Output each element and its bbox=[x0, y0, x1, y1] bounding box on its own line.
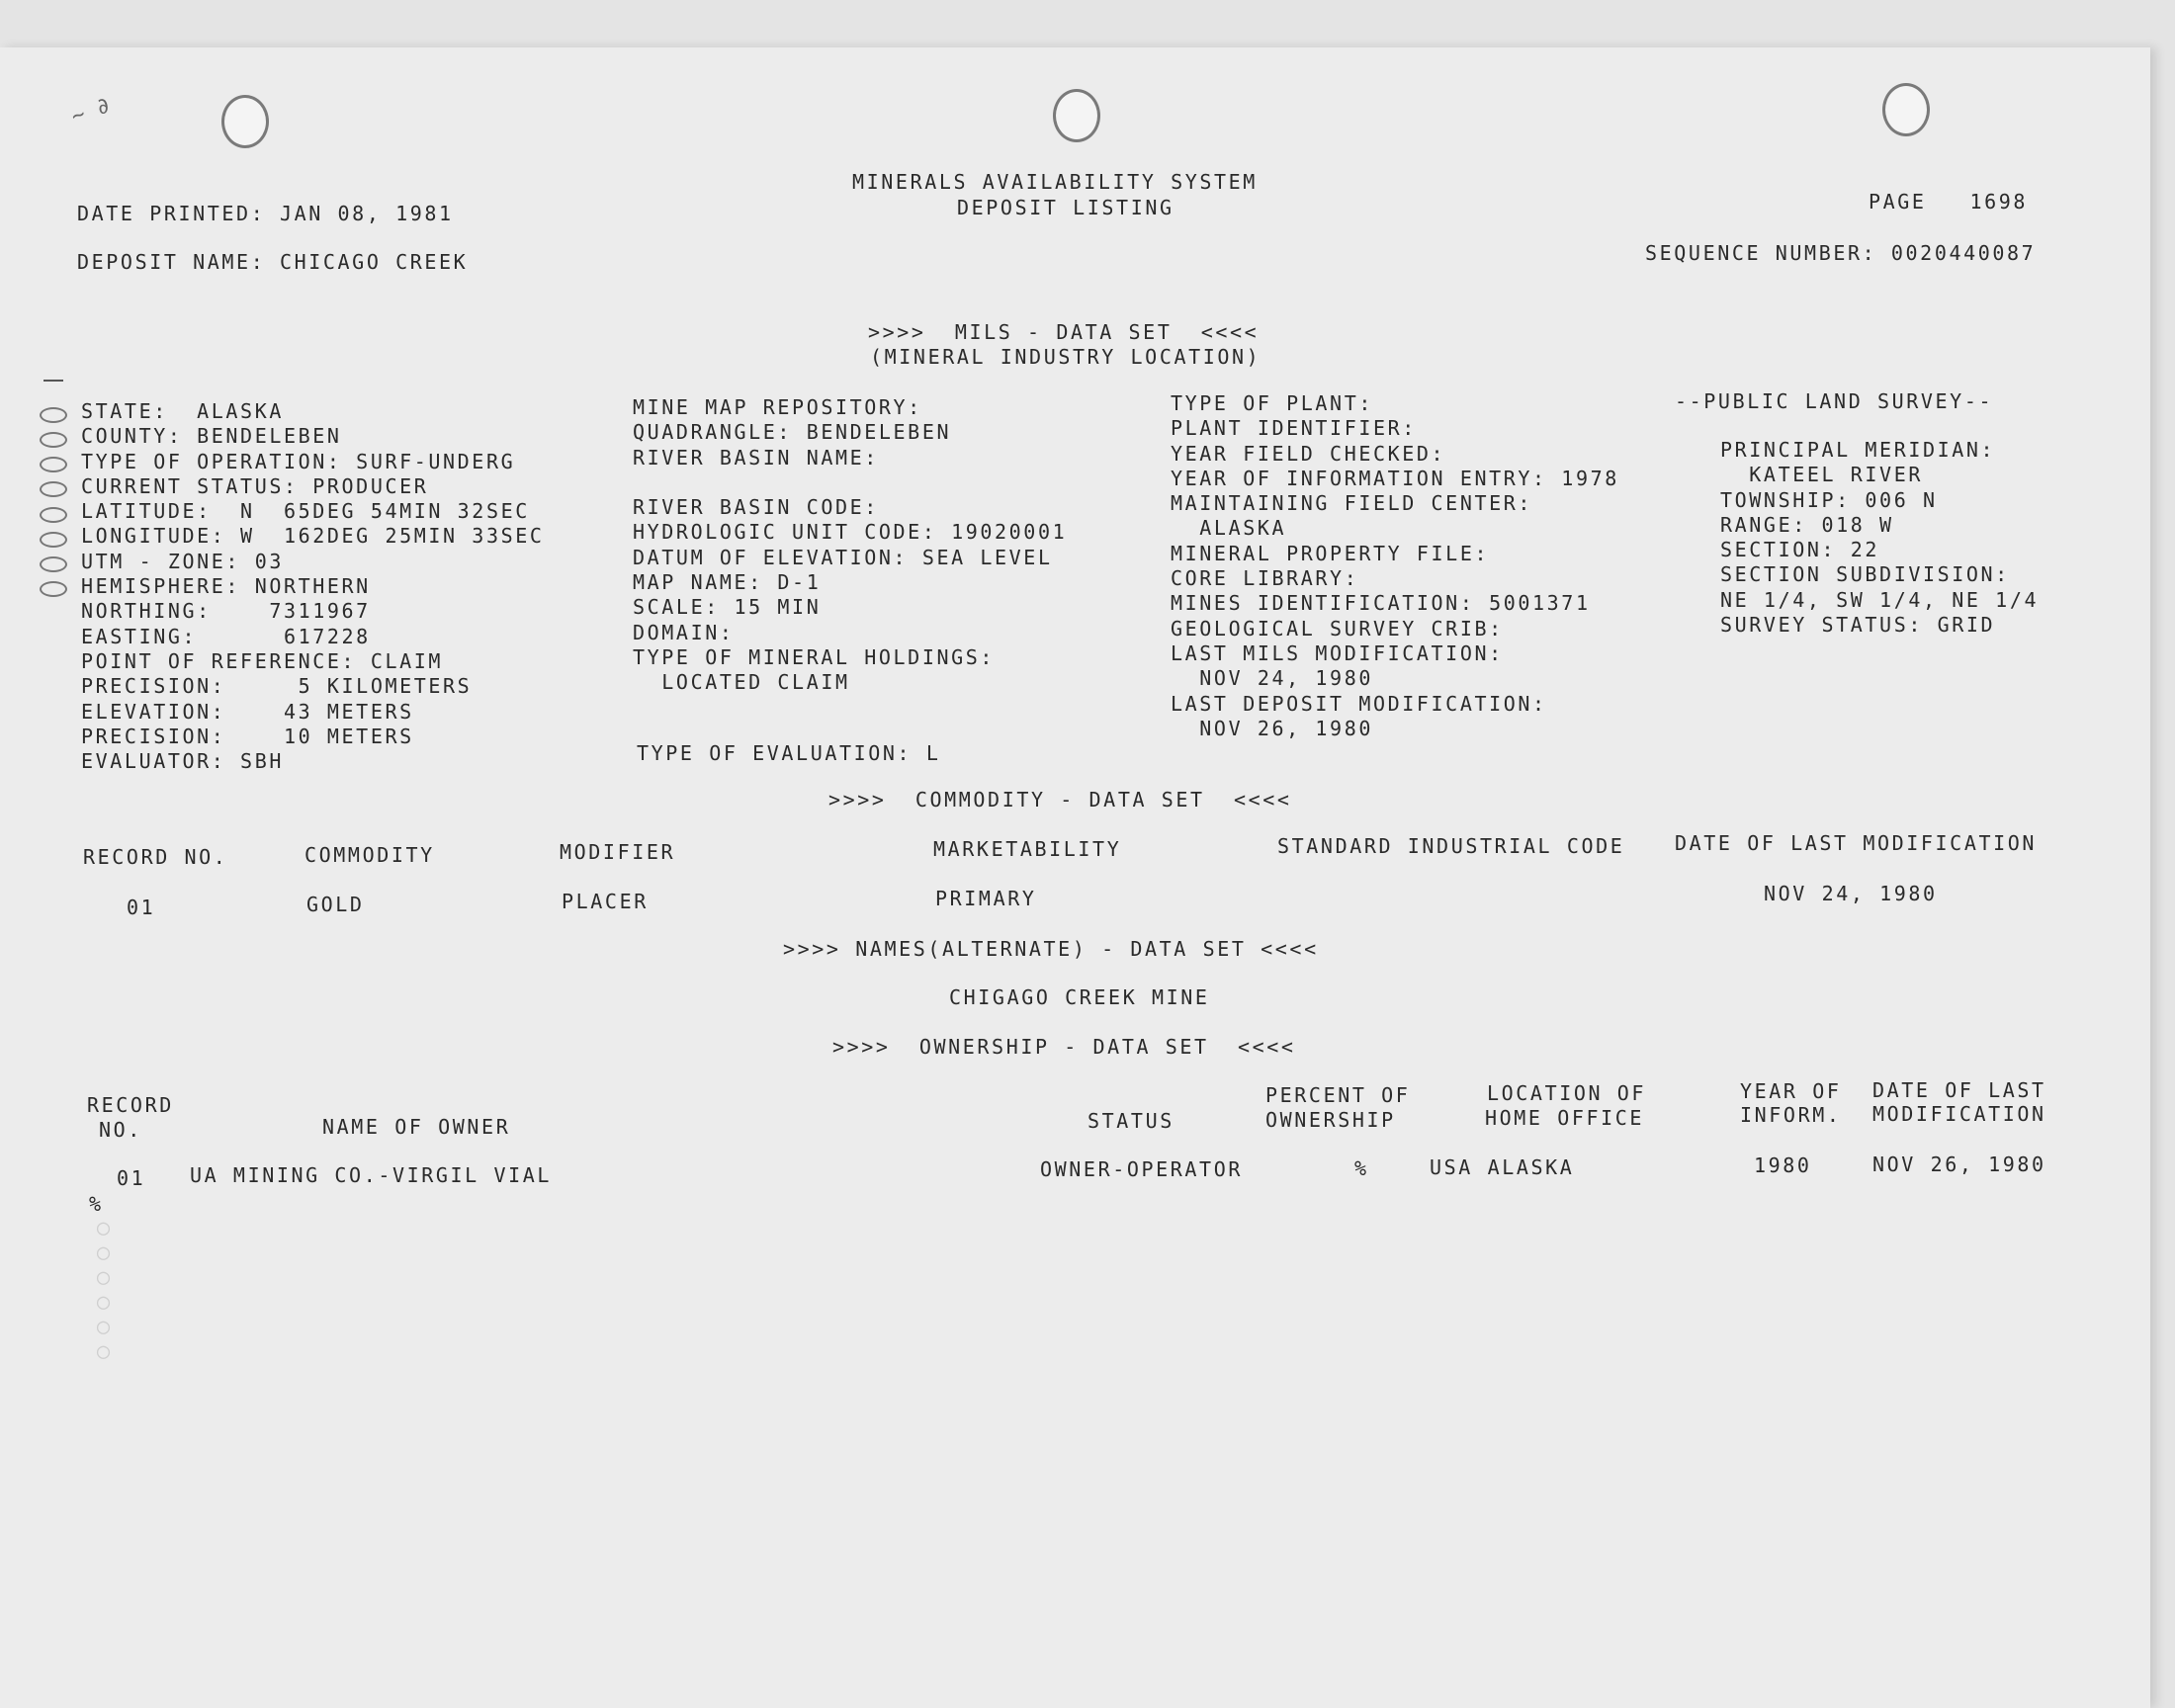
year-field-checked-field: YEAR FIELD CHECKED: bbox=[1171, 441, 1446, 466]
margin-ring bbox=[40, 432, 67, 448]
year-info-entry-field: YEAR OF INFORMATION ENTRY: 1978 bbox=[1171, 466, 1619, 490]
bleed-through-marks: ○○○○○○ bbox=[91, 1216, 116, 1364]
mines-identification-field: MINES IDENTIFICATION: 5001371 bbox=[1171, 591, 1591, 616]
field-center-field: MAINTAINING FIELD CENTER: bbox=[1171, 491, 1533, 516]
margin-ring bbox=[40, 556, 67, 572]
utm-zone-field: UTM - ZONE: 03 bbox=[81, 549, 284, 573]
margin-ring bbox=[40, 507, 67, 523]
township-field: TOWNSHIP: 006 N bbox=[1720, 487, 1938, 512]
ownership-col-status: STATUS bbox=[1088, 1109, 1174, 1133]
public-land-survey-heading: --PUBLIC LAND SURVEY-- bbox=[1675, 389, 1994, 413]
state-field: STATE: ALASKA bbox=[81, 399, 284, 423]
northing-field: NORTHING: 7311967 bbox=[81, 599, 371, 624]
pencil-mark: ~ ∂ bbox=[67, 92, 114, 130]
last-deposit-modification-value: NOV 26, 1980 bbox=[1171, 716, 1373, 740]
core-library-field: CORE LIBRARY: bbox=[1171, 566, 1359, 591]
ownership-col-date-2: MODIFICATION bbox=[1872, 1102, 2046, 1126]
mine-map-repository-field: MINE MAP REPOSITORY: bbox=[633, 395, 922, 419]
ownership-col-record-1: RECORD bbox=[87, 1093, 174, 1117]
type-of-evaluation: TYPE OF EVALUATION: L bbox=[637, 741, 941, 765]
scale-field: SCALE: 15 MIN bbox=[633, 595, 822, 620]
commodity-heading: >>>> COMMODITY - DATA SET <<<< bbox=[828, 788, 1292, 811]
system-title: MINERALS AVAILABILITY SYSTEM bbox=[852, 170, 1258, 194]
mineral-holdings-field: TYPE OF MINERAL HOLDINGS: bbox=[633, 644, 996, 669]
home-office-location: USA ALASKA bbox=[1430, 1155, 1575, 1179]
land-survey-column bbox=[1720, 438, 2039, 638]
deposit-name: DEPOSIT NAME: CHICAGO CREEK bbox=[77, 250, 469, 274]
commodity-col-commodity: COMMODITY bbox=[304, 843, 435, 867]
page-number: PAGE 1698 bbox=[1869, 190, 2029, 214]
evaluator-field: EVALUATOR: SBH bbox=[81, 749, 284, 774]
printout-sheet bbox=[0, 47, 2150, 1708]
map-column bbox=[633, 395, 1067, 696]
principal-meridian-field: PRINCIPAL MERIDIAN: bbox=[1720, 438, 1996, 462]
commodity-modifier: PLACER bbox=[562, 890, 649, 913]
operation-type-field: TYPE OF OPERATION: SURF-UNDERG bbox=[81, 449, 516, 473]
ownership-col-location-1: LOCATION OF bbox=[1487, 1081, 1647, 1105]
ownership-percent: % bbox=[1354, 1156, 1369, 1180]
domain-field: DOMAIN: bbox=[633, 620, 735, 644]
precision-field: PRECISION: 5 KILOMETERS bbox=[81, 674, 473, 699]
ownership-col-date-1: DATE OF LAST bbox=[1872, 1078, 2046, 1102]
hydrologic-unit-code-field: HYDROLOGIC UNIT CODE: 19020001 bbox=[633, 520, 1068, 545]
last-deposit-modification-field: LAST DEPOSIT MODIFICATION: bbox=[1171, 691, 1547, 716]
principal-meridian-value: KATEEL RIVER bbox=[1720, 463, 1923, 487]
type-of-plant-field: TYPE OF PLANT: bbox=[1171, 391, 1373, 415]
ownership-col-record-2: NO. bbox=[99, 1118, 142, 1142]
ownership-record-no: 01 bbox=[117, 1166, 146, 1190]
survey-status-field: SURVEY STATUS: GRID bbox=[1720, 613, 1996, 638]
commodity-marketability: PRIMARY bbox=[935, 887, 1037, 910]
current-status-field: CURRENT STATUS: PRODUCER bbox=[81, 473, 429, 498]
latitude-field: LATITUDE: N 65DEG 54MIN 32SEC bbox=[81, 499, 530, 524]
ownership-col-location-2: HOME OFFICE bbox=[1485, 1106, 1645, 1130]
punch-hole-right bbox=[1882, 83, 1930, 136]
location-column bbox=[81, 399, 545, 774]
mineral-holdings-value: LOCATED CLAIM bbox=[633, 670, 850, 695]
spacer-line bbox=[633, 470, 1067, 495]
point-of-reference-field: POINT OF REFERENCE: CLAIM bbox=[81, 648, 444, 673]
field-center-value: ALASKA bbox=[1171, 516, 1287, 541]
plant-column bbox=[1171, 391, 1619, 741]
section-subdivision-field: SECTION SUBDIVISION: bbox=[1720, 562, 2010, 587]
hemisphere-field: HEMISPHERE: NORTHERN bbox=[81, 574, 371, 599]
longitude-field: LONGITUDE: W 162DEG 25MIN 33SEC bbox=[81, 524, 545, 549]
ownership-date: NOV 26, 1980 bbox=[1872, 1153, 2046, 1176]
section-field: SECTION: 22 bbox=[1720, 538, 1880, 562]
ownership-col-year-1: YEAR OF bbox=[1740, 1079, 1842, 1103]
survey-crib-field: GEOLOGICAL SURVEY CRIB: bbox=[1171, 616, 1504, 640]
easting-field: EASTING: 617228 bbox=[81, 624, 371, 648]
mils-subheading: (MINERAL INDUSTRY LOCATION) bbox=[870, 345, 1262, 369]
map-name-field: MAP NAME: D-1 bbox=[633, 570, 822, 595]
ownership-col-percent-2: OWNERSHIP bbox=[1265, 1108, 1396, 1132]
commodity-col-marketability: MARKETABILITY bbox=[933, 837, 1122, 861]
commodity-col-sic: STANDARD INDUSTRIAL CODE bbox=[1277, 834, 1625, 858]
elevation-field: ELEVATION: 43 METERS bbox=[81, 699, 414, 724]
river-basin-name-field: RIVER BASIN NAME: bbox=[633, 445, 879, 470]
ownership-heading: >>>> OWNERSHIP - DATA SET <<<< bbox=[832, 1035, 1296, 1059]
last-mils-modification-field: LAST MILS MODIFICATION: bbox=[1171, 640, 1504, 665]
commodity-name: GOLD bbox=[306, 893, 365, 916]
date-printed: DATE PRINTED: JAN 08, 1981 bbox=[77, 202, 454, 225]
datum-of-elevation-field: DATUM OF ELEVATION: SEA LEVEL bbox=[633, 545, 1053, 569]
margin-ring bbox=[40, 407, 67, 423]
margin-ring bbox=[40, 581, 67, 597]
commodity-col-modifier: MODIFIER bbox=[560, 840, 676, 864]
ownership-note: % bbox=[89, 1192, 104, 1216]
margin-ring bbox=[40, 532, 67, 548]
sequence-number: SEQUENCE NUMBER: 0020440087 bbox=[1645, 241, 2037, 265]
margin-ring bbox=[40, 481, 67, 497]
mineral-property-file-field: MINERAL PROPERTY FILE: bbox=[1171, 541, 1490, 565]
owner-name: UA MINING CO.-VIRGIL VIAL bbox=[190, 1163, 553, 1187]
commodity-col-record: RECORD NO. bbox=[83, 845, 228, 869]
margin-ring bbox=[40, 457, 67, 472]
range-field: RANGE: 018 W bbox=[1720, 512, 1894, 537]
year-of-information: 1980 bbox=[1754, 1153, 1812, 1177]
commodity-date: NOV 24, 1980 bbox=[1764, 882, 1938, 905]
quadrangle-field: QUADRANGLE: BENDELEBEN bbox=[633, 420, 952, 445]
listing-title: DEPOSIT LISTING bbox=[957, 196, 1174, 219]
county-field: COUNTY: BENDELEBEN bbox=[81, 424, 342, 449]
margin-dash bbox=[44, 380, 63, 382]
commodity-col-date: DATE OF LAST MODIFICATION bbox=[1675, 831, 2038, 855]
plant-identifier-field: PLANT IDENTIFIER: bbox=[1171, 416, 1417, 441]
ownership-col-percent-1: PERCENT OF bbox=[1265, 1083, 1411, 1107]
ownership-col-owner: NAME OF OWNER bbox=[322, 1115, 511, 1139]
elevation-precision-field: PRECISION: 10 METERS bbox=[81, 724, 414, 748]
last-mils-modification-value: NOV 24, 1980 bbox=[1171, 666, 1373, 691]
punch-hole-center bbox=[1053, 89, 1100, 142]
owner-status: OWNER-OPERATOR bbox=[1040, 1157, 1243, 1181]
mils-heading: >>>> MILS - DATA SET <<<< bbox=[868, 320, 1260, 344]
punch-hole-left bbox=[221, 95, 269, 148]
alternate-name: CHIGAGO CREEK MINE bbox=[949, 985, 1210, 1009]
ownership-col-year-2: INFORM. bbox=[1740, 1103, 1842, 1127]
river-basin-code-field: RIVER BASIN CODE: bbox=[633, 495, 879, 520]
names-heading: >>>> NAMES(ALTERNATE) - DATA SET <<<< bbox=[783, 937, 1319, 961]
section-subdivision-value: NE 1/4, SW 1/4, NE 1/4 bbox=[1720, 587, 2040, 612]
commodity-record-no: 01 bbox=[127, 896, 156, 919]
